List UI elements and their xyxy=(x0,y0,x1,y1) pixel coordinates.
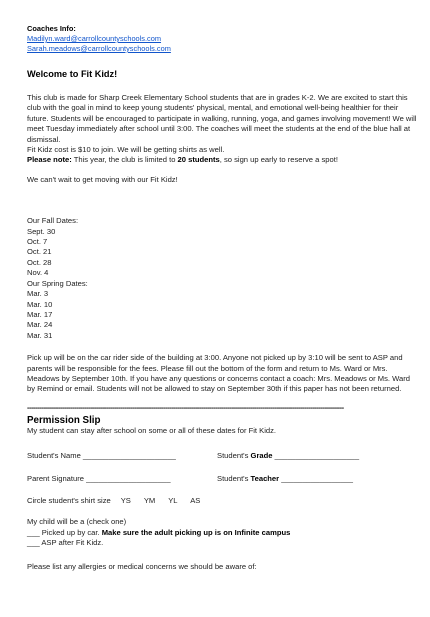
allergies-prompt: Please list any allergies or medical concerns we should be aware of: xyxy=(27,561,257,571)
spring-dates-heading: Our Spring Dates: xyxy=(27,278,88,288)
note-bold: 20 students xyxy=(177,155,220,165)
shirt-size-option[interactable]: YS xyxy=(120,495,131,505)
pickup-choice-section xyxy=(27,517,417,548)
teacher-line: _________________ xyxy=(279,473,354,483)
option1-bold: Make sure the adult picking up is on Infinite campus xyxy=(101,527,291,537)
signature-teacher-row xyxy=(27,474,417,484)
coach-email-link-1[interactable]: Madilyn.ward@carrollcountyschools.com xyxy=(27,34,162,43)
coach-email-link-2[interactable]: Sarah.meadows@carrollcountyschools.com xyxy=(27,44,171,53)
spring-date: Mar. 24 xyxy=(27,320,53,330)
welcome-section xyxy=(27,93,417,185)
note-line xyxy=(27,155,417,165)
fall-date: Oct. 21 xyxy=(27,247,52,257)
fall-dates-heading: Our Fall Dates: xyxy=(27,216,79,226)
student-teacher-field[interactable] xyxy=(217,474,353,484)
option-asp[interactable]: ___ ASP after Fit Kidz. xyxy=(27,538,104,548)
pickup-paragraph: Pick up will be on the car rider side of the building at 3:00. Anyone not picked up by 3:10 will be sent to ASP and parents will be responsible for the fees. Please fill out the bottom of the form and return to Ms. Ward or Mrs. Meadows by September 10th. If you have any questions or concerns contact a coach: Mrs. Meadows or Ms. Ward by Remind or email. Students will not be allowed to stay on September 30th if this paper has not been returned. xyxy=(27,353,410,394)
option-picked-up-by-car[interactable] xyxy=(27,528,417,538)
dates-section xyxy=(27,216,417,341)
teacher-label-bold: Teacher xyxy=(250,473,280,483)
permission-intro: My student can stay after school on some or all of these dates for Fit Kidz. xyxy=(27,425,277,435)
shirt-size-option[interactable]: YM xyxy=(143,495,156,505)
fall-date: Oct. 7 xyxy=(27,237,48,247)
grade-line: ____________________ xyxy=(272,451,360,461)
cut-line-divider: ---------------------------------------------------------------------------------------------------------------------------------------------------------------- xyxy=(27,402,344,412)
parent-signature-field[interactable]: Parent Signature ____________________ xyxy=(27,473,171,483)
spring-date: Mar. 10 xyxy=(27,299,53,309)
grade-label-bold: Grade xyxy=(250,451,273,461)
welcome-paragraph: This club is made for Sharp Creek Elementary School students that are in grades K-2. We are excited to start this club with the goal in mind to keep young students' physical, mental, and emotional well-being healthier for their future. Students will be encouraged to participate in walking, running, yoga, and games involving movement! We will meet Tuesday immediately after school until 3:00. The coaches will meet the students at the end of the blue hall at dismissal. xyxy=(27,93,417,144)
student-grade-field[interactable] xyxy=(217,451,359,461)
note-text-2: , so sign up early to reserve a spot! xyxy=(219,155,338,165)
closing-line: We can't wait to get moving with our Fit Kidz! xyxy=(27,174,178,184)
check-heading: My child will be a (check one) xyxy=(27,517,127,527)
fall-date: Nov. 4 xyxy=(27,268,49,278)
name-grade-row xyxy=(27,451,417,461)
shirt-size-row xyxy=(27,496,417,506)
student-name-field[interactable]: Student's Name ______________________ xyxy=(27,451,176,461)
coaches-heading: Coaches Info: xyxy=(27,24,76,33)
spring-date: Mar. 3 xyxy=(27,289,49,299)
fall-date: Oct. 28 xyxy=(27,257,52,267)
coaches-info xyxy=(27,24,417,54)
shirt-size-option[interactable]: AS xyxy=(190,495,201,505)
note-text-1: This year, the club is limited to xyxy=(71,155,178,165)
shirt-size-option[interactable]: YL xyxy=(168,495,178,505)
spring-date: Mar. 31 xyxy=(27,330,53,340)
option1-text: ___ Picked up by car. xyxy=(27,527,102,537)
document-page xyxy=(27,24,417,572)
note-label: Please note: xyxy=(27,155,72,165)
welcome-title: Welcome to Fit Kidz! xyxy=(27,69,118,79)
shirt-size-label: Circle student's shirt size xyxy=(27,495,111,505)
permission-slip-title: Permission Slip xyxy=(27,414,101,426)
fall-date: Sept. 30 xyxy=(27,226,56,236)
cost-line: Fit Kidz cost is $10 to join. We will be getting shirts as well. xyxy=(27,145,225,155)
teacher-label-prefix: Student's xyxy=(217,473,251,483)
spring-date: Mar. 17 xyxy=(27,309,53,319)
grade-label-prefix: Student's xyxy=(217,451,251,461)
